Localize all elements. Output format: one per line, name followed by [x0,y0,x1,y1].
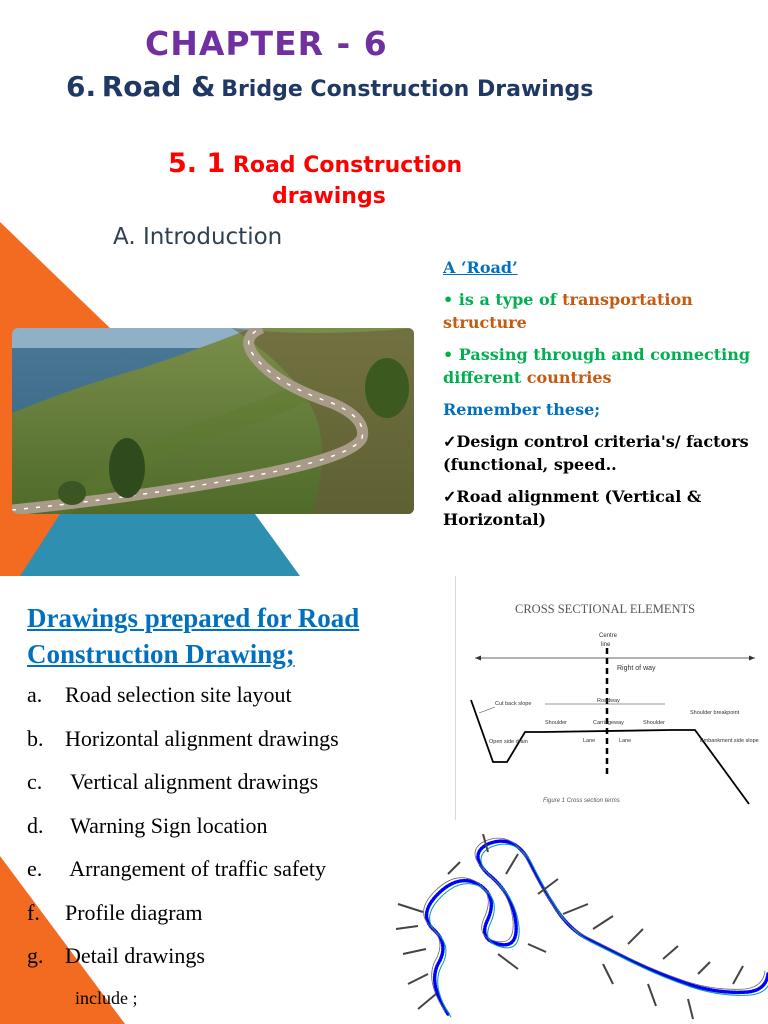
lane-right-label: Lane [619,738,632,744]
shoulder-breakpoint-label: Shoulder breakpoint [690,710,740,716]
list-item: f. Profile diagram [27,899,203,925]
open-side-drain-label: Open side drain [489,739,528,745]
checklist-item-2 [443,485,763,531]
chapter-title: CHAPTER - 6 [145,24,388,63]
list-item: a. Road selection site layout [27,682,292,707]
check2-text: Road alignment (Vertical & Horizontal) [443,487,702,529]
bullet1-highlight: transportation structure [443,290,693,332]
list-item: d. Warning Sign location [27,812,268,838]
right-of-way-label: Right of way [617,665,656,672]
list-item: b. Horizontal alignment drawings [27,725,339,751]
cut-back-slope-label: Cut back slope [495,701,532,707]
figure-caption: Figure 1 Cross section terms [543,798,620,804]
embankment-slope-label: Embankment side slope [700,738,759,744]
heading-road: Road & [101,70,216,103]
bullet2-highlight: countries [526,368,612,387]
include-label: include ; [75,988,138,1008]
check-icon: ✓ [443,487,457,506]
section-number: 5. 1 [168,148,226,179]
remember-label: Remember these; [443,400,601,419]
bullet2-text: Passing through and connecting different [443,345,751,387]
section-title-line1: Road Construction [232,153,463,178]
centre-label: Centre [599,633,618,639]
list-item: e. Arrangement of traffic safety [27,856,327,881]
slide-2 [0,576,768,1024]
section-subtitle [168,148,548,212]
cross-section-diagram [455,576,768,820]
drawings-list [27,682,339,987]
checklist-item-1 [443,430,763,476]
road-photo [12,328,414,514]
cross-section-title: CROSS SECTIONAL ELEMENTS [515,602,696,616]
alignment-plan-drawing [388,834,768,1024]
list-item: g. Detail drawings [27,943,205,968]
line-label: line [601,642,611,648]
check-icon: ✓ [443,432,457,451]
introduction-label: A. Introduction [113,224,283,250]
road-definition-bullets [443,256,763,540]
heading-rest: Bridge Construction Drawings [221,77,594,102]
page-heading [66,70,593,103]
drawings-title: Drawings prepared for Road Construction Drawing; [27,603,360,669]
bullet-transportation: • is a type of transportation structure [443,290,693,332]
bullet-countries: • Passing through and connecting different countries [443,345,751,387]
list-item: c. Vertical alignment drawings [27,769,319,794]
shoulder-left-label: Shoulder [545,720,568,726]
shoulder-right-label: Shoulder [643,720,666,726]
lane-left-label: Lane [583,738,596,744]
road-definition-title: A ‘Road’ [443,258,518,277]
bullet1-text: is a type of [458,290,563,309]
section-title-line2: drawings [272,184,386,209]
carriageway-label: Carriageway [593,720,624,726]
roadway-label: Roadway [597,698,620,704]
check1-text: Design control criteria's/ factors (functional, speed.. [443,432,749,474]
heading-number: 6. [66,70,97,103]
teal-triangle [20,514,300,576]
